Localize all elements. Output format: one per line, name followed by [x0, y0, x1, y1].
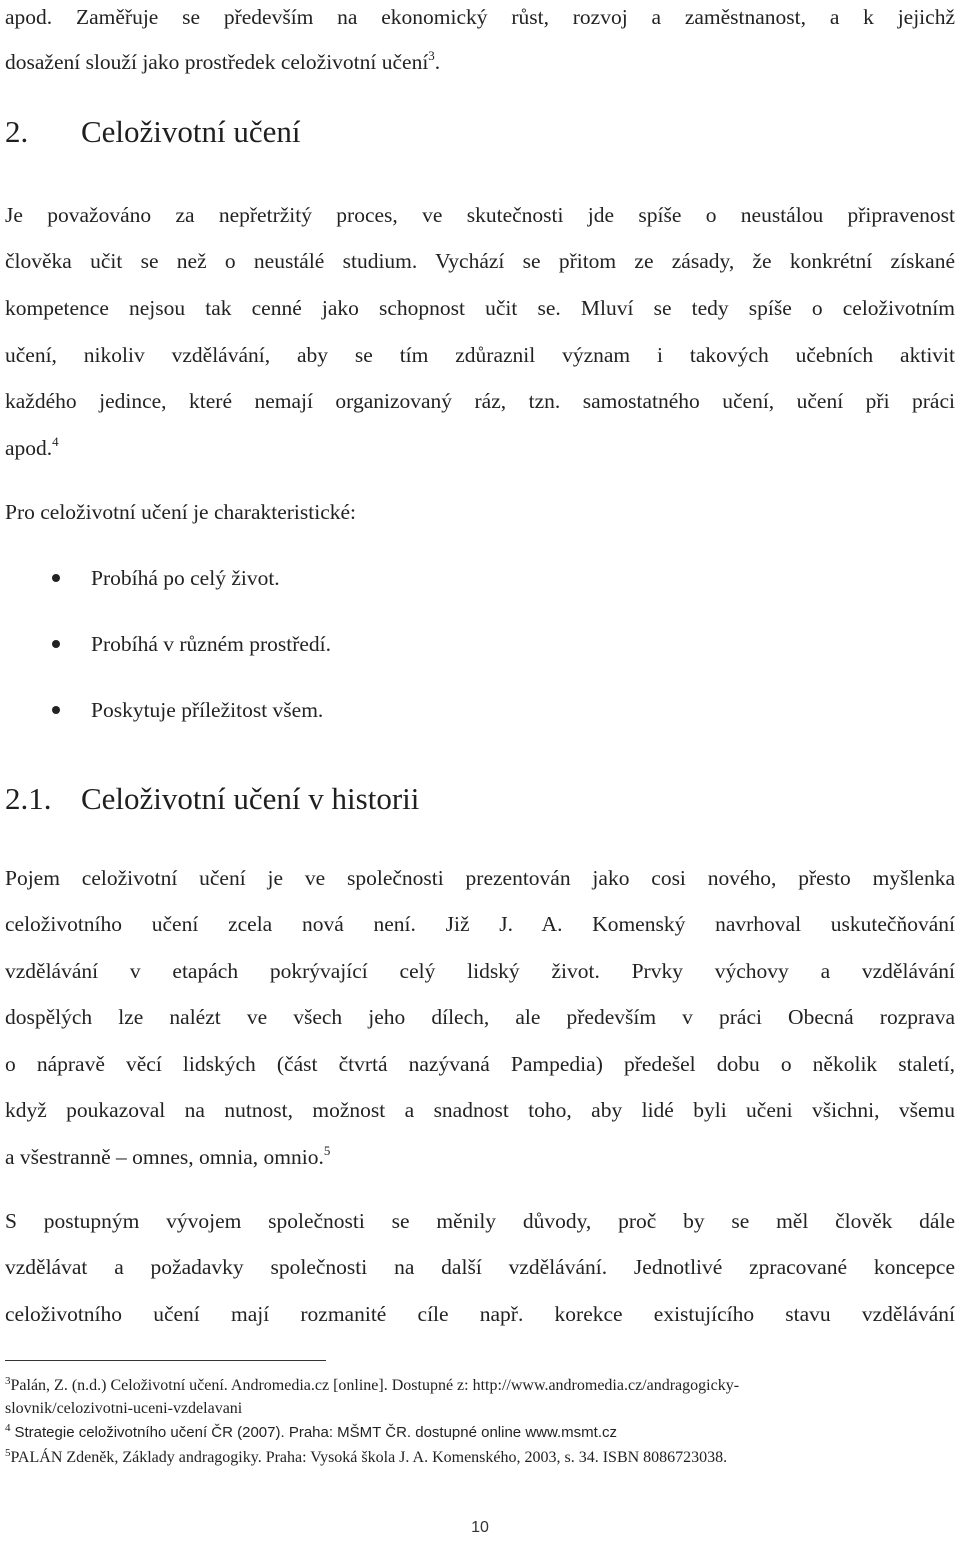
footnote-5 [5, 1447, 955, 1468]
p2-line-4: dospělých lze nalézt ve všech jeho dílech, ale především v práci Obecná rozprava [5, 1005, 955, 1029]
list-item: Poskytuje příležitost všem. [91, 698, 324, 722]
footnote-text: Strategie celoživotního učení ČR (2007). Praha: MŠMT ČR. dostupné online www.msmt.cz [14, 1424, 617, 1441]
p3-line-3: celoživotního učení mají rozmanité cíle např. korekce existujícího stavu vzdělávání [5, 1302, 955, 1326]
p2-line-3: vzdělávání v etapách pokrývající celý lidský život. Prvky výchovy a vzdělávání [5, 959, 955, 983]
heading-number: 2.1. [5, 781, 52, 816]
footnote-text: PALÁN Zdeněk, Základy andragogiky. Praha: Vysoká škola J. A. Komenského, 2003, s. 34. ISBN 8086723038. [10, 1449, 728, 1466]
footnote-ref-3: 3 [428, 48, 435, 63]
p1-line-5: každého jedince, které nemají organizovaný ráz, tzn. samostatného učení, učení při práci [5, 389, 955, 413]
list-item: Probíhá po celý život. [91, 566, 280, 590]
section-heading-2 [5, 112, 301, 152]
footnote-number: 4 [5, 1422, 11, 1434]
p2-line-6: když poukazoval na nutnost, možnost a snadnost toho, aby lidé byli učeni všichni, všemu [5, 1098, 955, 1122]
p3-line-1: S postupným vývojem společnosti se měnily důvody, proč by se měl člověk dále [5, 1209, 955, 1233]
list-lead: Pro celoživotní učení je charakteristické: [5, 500, 357, 524]
bullet-icon [52, 640, 60, 648]
footnote-4 [5, 1422, 955, 1443]
footnote-text: Palán, Z. (n.d.) Celoživotní učení. Andromedia.cz [online]. Dostupné z: http://www.andromedia.cz/andragogicky- [10, 1377, 740, 1394]
list-item: Probíhá v různém prostředí. [91, 632, 332, 656]
intro-text: dosažení slouží jako prostředek celoživotní učení [5, 50, 429, 74]
p1-line-2: člověka učit se než o neustálé studium. Vychází se přitom ze zásady, že konkrétní získané [5, 249, 955, 273]
footnote-3-line-1 [5, 1375, 955, 1396]
p2-line-2: celoživotního učení zcela nová není. Již J. A. Komenský navrhoval uskutečňování [5, 912, 955, 936]
footnote-ref-4: 4 [52, 434, 59, 449]
footnote-number: 5 [5, 1447, 11, 1459]
p1-line-3: kompetence nejsou tak cenné jako schopnost učit se. Mluví se tedy spíše o celoživotním [5, 296, 955, 320]
bullet-icon [52, 574, 60, 582]
page-number: 10 [471, 1519, 489, 1536]
section-heading-2-1 [5, 779, 419, 819]
heading-number: 2. [5, 114, 29, 149]
footnote-separator [5, 1360, 326, 1361]
heading-title: Celoživotní učení v historii [81, 781, 420, 816]
p2-line-1: Pojem celoživotní učení je ve společnosti prezentován jako cosi nového, přesto myšlenka [5, 866, 955, 890]
footnote-number: 3 [5, 1375, 11, 1387]
intro-end: . [434, 50, 441, 74]
footnote-3-line-2: slovnik/celozivotni-uceni-vzdelavani [5, 1400, 243, 1417]
p2-line-7 [5, 1142, 955, 1172]
p2-end-text: a všestranně – omnes, omnia, omnio. [5, 1145, 324, 1169]
bullet-icon [52, 706, 60, 714]
p2-line-5: o nápravě věcí lidských (část čtvrtá nazývaná Pampedia) předešel dobu o několik staletí, [5, 1052, 955, 1076]
intro-line-1: apod. Zaměřuje se především na ekonomický růst, rozvoj a zaměstnanost, a k jejichž [5, 5, 955, 29]
p1-end-text: apod. [5, 436, 53, 460]
footnote-ref-5: 5 [323, 1143, 331, 1158]
p1-line-6 [5, 433, 955, 463]
heading-title: Celoživotní učení [81, 114, 301, 149]
p1-line-1: Je považováno za nepřetržitý proces, ve skutečnosti jde spíše o neustálou připravenost [5, 203, 955, 227]
intro-line-2 [5, 47, 955, 77]
p3-line-2: vzdělávat a požadavky společnosti na další vzdělávání. Jednotlivé zpracované koncepce [5, 1255, 955, 1279]
p1-line-4: učení, nikoliv vzdělávání, aby se tím zdůraznil význam i takových učebních aktivit [5, 343, 955, 367]
